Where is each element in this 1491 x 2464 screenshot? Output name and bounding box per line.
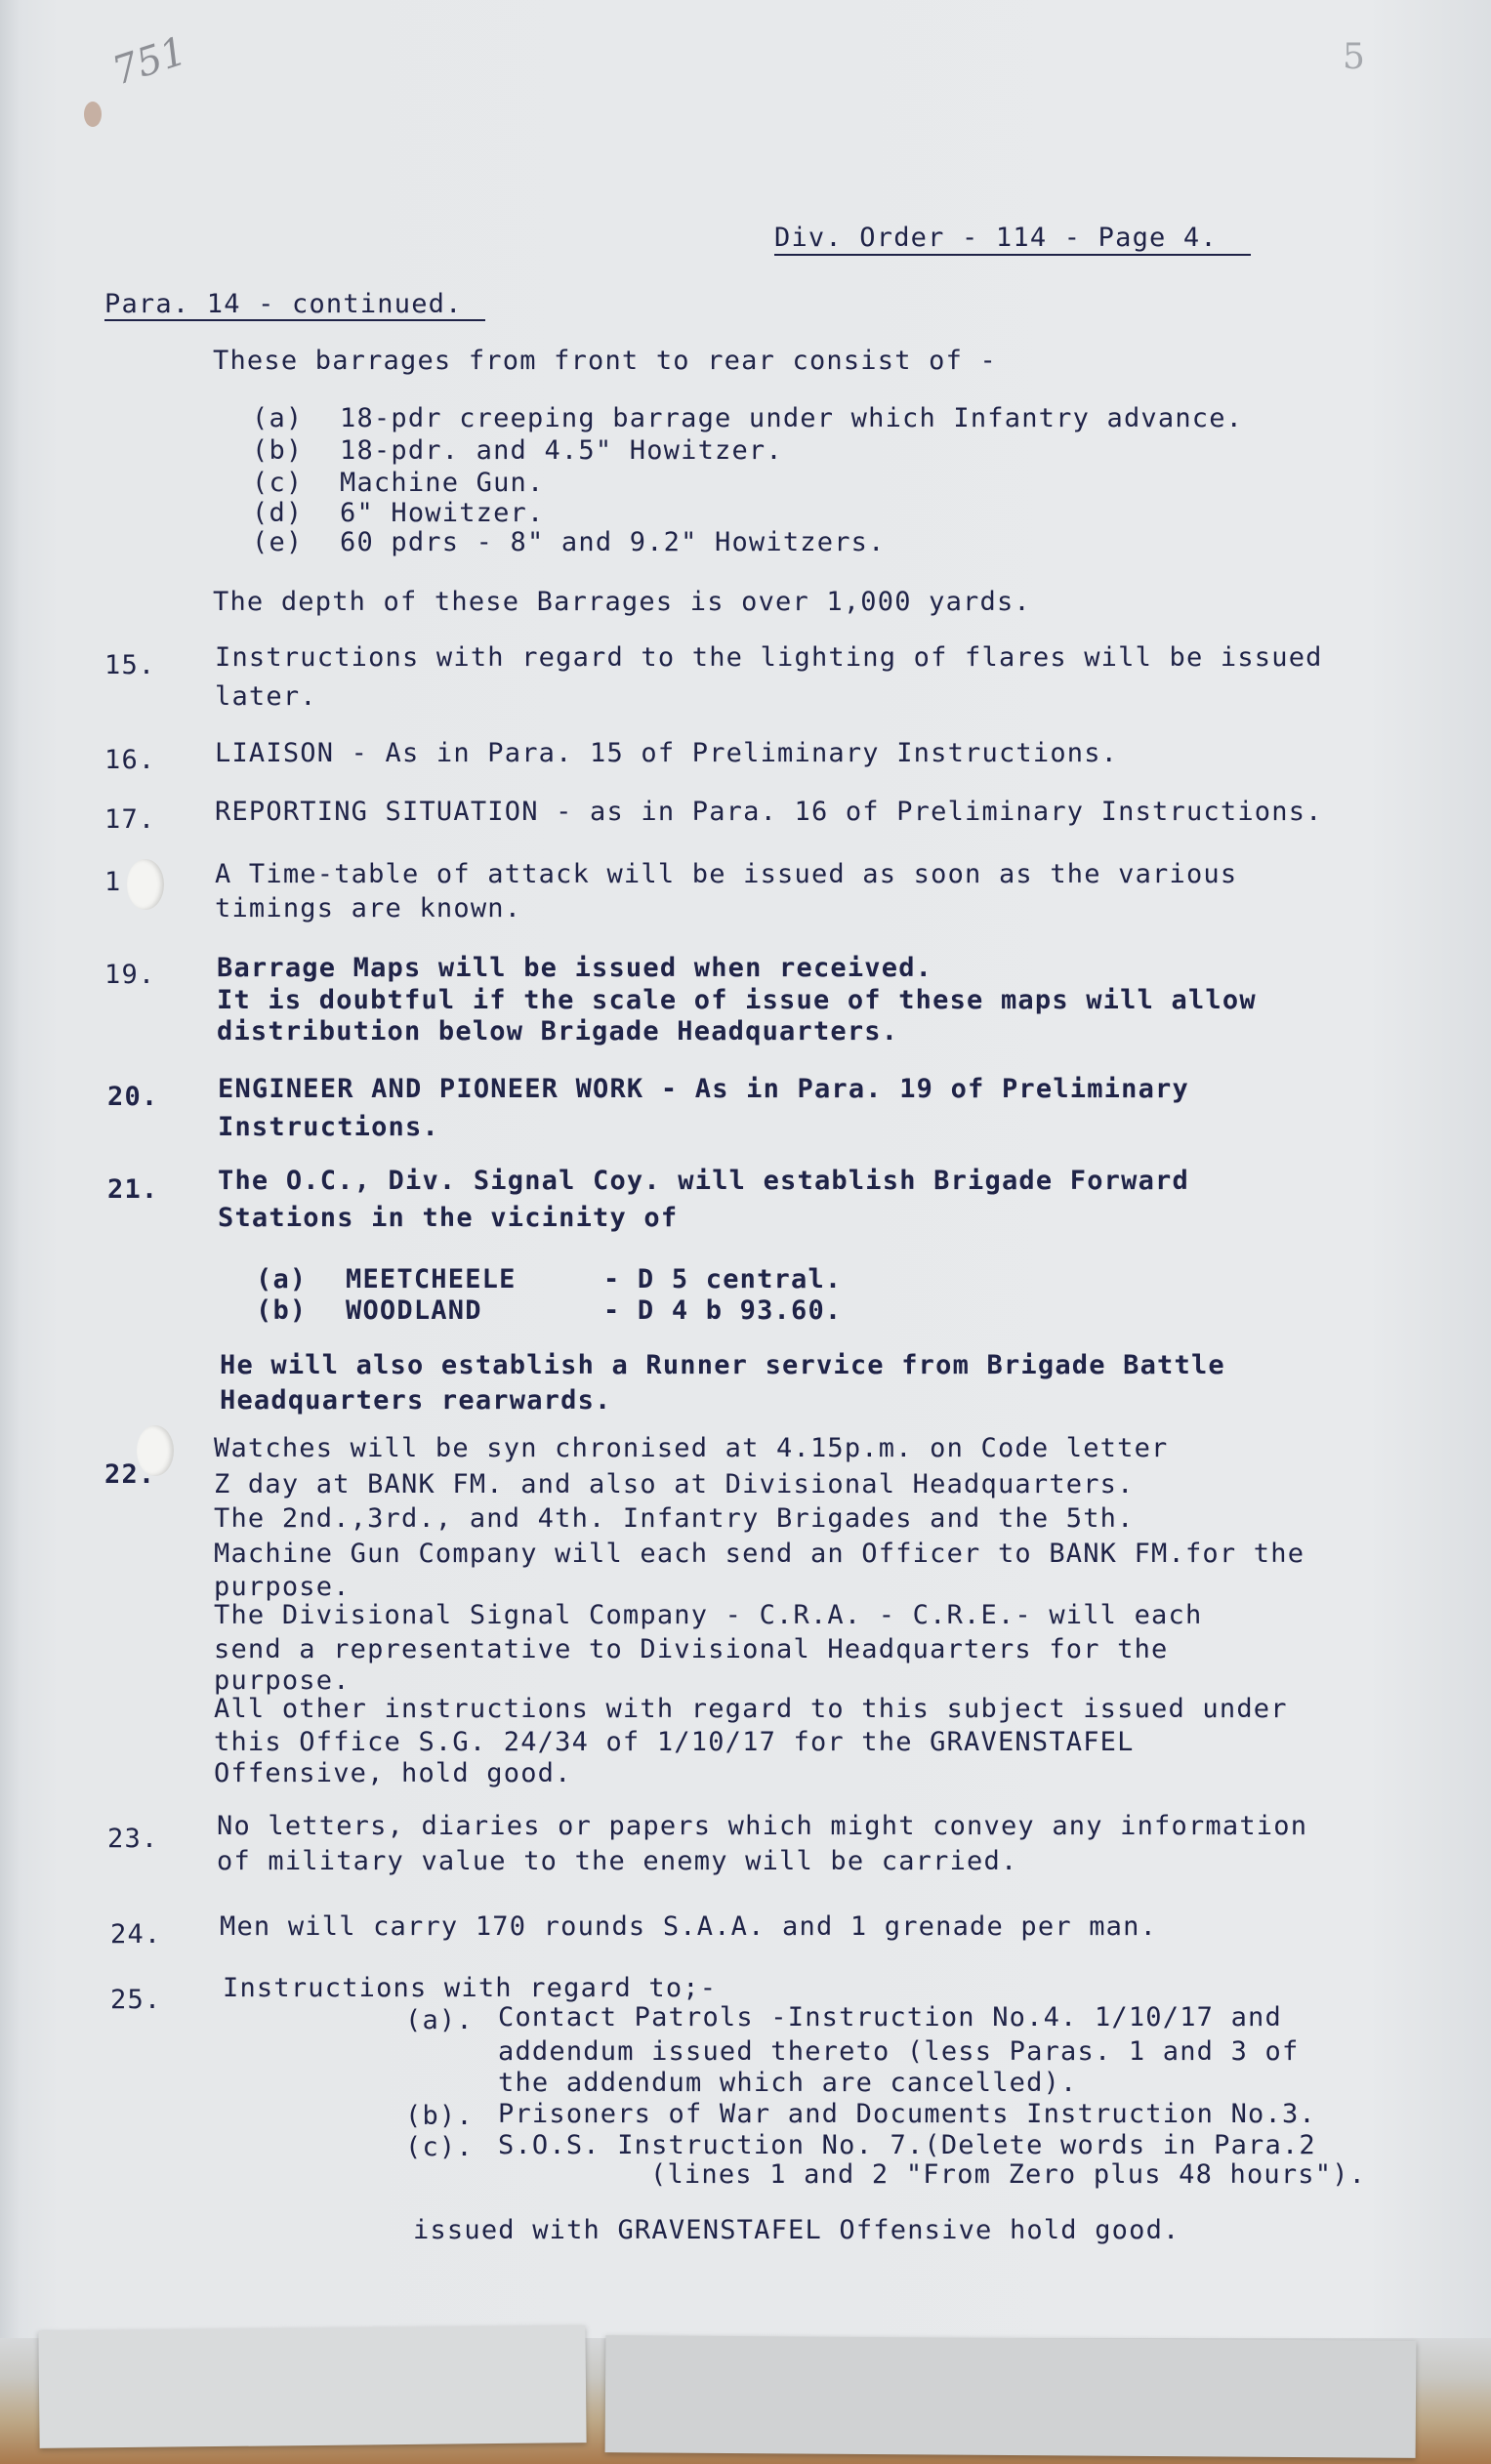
barrage-depth: The depth of these Barrages is over 1,000 yards. — [213, 587, 1031, 617]
para-text: REPORTING SITUATION - as in Para. 16 of Preliminary Instructions. — [215, 797, 1323, 827]
para-text: The Divisional Signal Company - C.R.A. - C.R.E.- will each — [214, 1600, 1203, 1630]
barrage-item-text: 18-pdr. and 4.5" Howitzer. — [340, 435, 783, 466]
barrage-item-letter: (e) — [252, 527, 304, 557]
para-number: 21. — [107, 1174, 159, 1205]
para-text: Z day at BANK FM. and also at Divisional Headquarters. — [214, 1469, 1135, 1499]
underlying-paper — [605, 2335, 1417, 2458]
para-number: 17. — [104, 804, 156, 835]
para-text: purpose. — [214, 1665, 351, 1696]
station-map-ref: - D 5 central. — [603, 1264, 843, 1294]
para-text: later. — [215, 681, 317, 712]
barrage-item-letter: (a) — [252, 403, 304, 433]
archive-number-pencil: 751 — [106, 28, 192, 95]
para-number: 20. — [107, 1082, 159, 1112]
para-text: purpose. — [214, 1572, 351, 1602]
page-number-pencil: 5 — [1343, 37, 1365, 77]
para-text: The 2nd.,3rd., and 4th. Infantry Brigades and the 5th. — [214, 1503, 1135, 1534]
para-text: Instructions with regard to;- — [223, 1973, 718, 2003]
para-text: Prisoners of War and Documents Instruction No.3. — [498, 2099, 1316, 2129]
barrage-item-letter: (d) — [252, 498, 304, 528]
para14-intro: These barrages from front to rear consist of - — [213, 346, 997, 376]
barrage-item-text: 6" Howitzer. — [340, 498, 545, 528]
para-text: issued with GRAVENSTAFEL Offensive hold good. — [413, 2215, 1180, 2245]
order-title-underline — [774, 254, 1251, 256]
para-text: ENGINEER AND PIONEER WORK - As in Para. 19 of Preliminary — [218, 1074, 1189, 1104]
para-text: The O.C., Div. Signal Coy. will establish Brigade Forward — [218, 1166, 1189, 1196]
barrage-item-text: 60 pdrs - 8" and 9.2" Howitzers. — [340, 527, 886, 557]
para-text: Contact Patrols -Instruction No.4. 1/10/17 and — [498, 2002, 1282, 2033]
para-text: Machine Gun Company will each send an Officer to BANK FM.for the — [214, 1539, 1305, 1569]
para-number: 23. — [107, 1824, 159, 1854]
barrage-item-text: 18-pdr creeping barrage under which Infantry advance. — [340, 403, 1244, 433]
station-name: MEETCHEELE — [346, 1264, 517, 1294]
para-number: 15. — [104, 650, 156, 680]
order-title: Div. Order - 114 - Page 4. — [774, 223, 1218, 253]
para-text: Watches will be syn chronised at 4.15p.m. on Code letter — [214, 1433, 1169, 1463]
para14-heading: Para. 14 - continued. — [104, 289, 463, 319]
sub-item-letter: (b). — [405, 2101, 474, 2131]
para-text: send a representative to Divisional Headquarters for the — [214, 1634, 1169, 1664]
para-text: LIAISON - As in Para. 15 of Preliminary Instructions. — [215, 738, 1119, 768]
para-number: 25. — [110, 1985, 162, 2015]
para-text: the addendum which are cancelled). — [498, 2068, 1078, 2098]
para-text: timings are known. — [215, 893, 522, 924]
barrage-item-letter: (b) — [252, 435, 304, 466]
para-text: S.O.S. Instruction No. 7.(Delete words in Para.2 — [498, 2130, 1316, 2160]
paper-stain — [84, 102, 102, 127]
para-text: Stations in the vicinity of — [218, 1203, 679, 1233]
para-number: 22. — [104, 1459, 156, 1490]
para-number: 16. — [104, 745, 156, 775]
para-text: of military value to the enemy will be carried. — [217, 1846, 1018, 1876]
para-text: Barrage Maps will be issued when received. — [217, 953, 933, 983]
sub-item-letter: (c). — [405, 2132, 474, 2162]
para-number: 1 — [104, 867, 122, 897]
station-letter: (b) — [256, 1295, 308, 1326]
para-text: A Time-table of attack will be issued as soon as the various — [215, 859, 1238, 889]
para-text: It is doubtful if the scale of issue of these maps will allow — [217, 985, 1257, 1015]
para-text: Offensive, hold good. — [214, 1758, 572, 1788]
para-text: All other instructions with regard to this subject issued under — [214, 1694, 1288, 1724]
para-text: No letters, diaries or papers which might convey any information — [217, 1811, 1308, 1841]
para-text: distribution below Brigade Headquarters. — [217, 1016, 899, 1047]
para-text: Headquarters rearwards. — [220, 1385, 612, 1416]
barrage-item-text: Machine Gun. — [340, 468, 545, 498]
station-map-ref: - D 4 b 93.60. — [603, 1295, 843, 1326]
station-letter: (a) — [256, 1264, 308, 1294]
para-text: addendum issued thereto (less Paras. 1 and 3 of — [498, 2036, 1300, 2067]
para-number: 19. — [104, 960, 156, 990]
sub-item-letter: (a). — [405, 2005, 474, 2035]
para-text: He will also establish a Runner service from Brigade Battle — [220, 1350, 1225, 1380]
para14-heading-underline — [104, 319, 485, 321]
para-text: Instructions with regard to the lighting of flares will be issued — [215, 642, 1323, 673]
para-text: this Office S.G. 24/34 of 1/10/17 for the GRAVENSTAFEL — [214, 1727, 1135, 1757]
underlying-paper — [38, 2325, 586, 2448]
para-text: Men will carry 170 rounds S.A.A. and 1 grenade per man. — [220, 1911, 1158, 1942]
para-number: 24. — [110, 1919, 162, 1950]
station-name: WOODLAND — [346, 1295, 482, 1326]
punch-hole — [127, 859, 164, 910]
para-text: Instructions. — [218, 1112, 439, 1142]
para-text: (lines 1 and 2 "From Zero plus 48 hours"). — [650, 2159, 1367, 2190]
barrage-item-letter: (c) — [252, 468, 304, 498]
